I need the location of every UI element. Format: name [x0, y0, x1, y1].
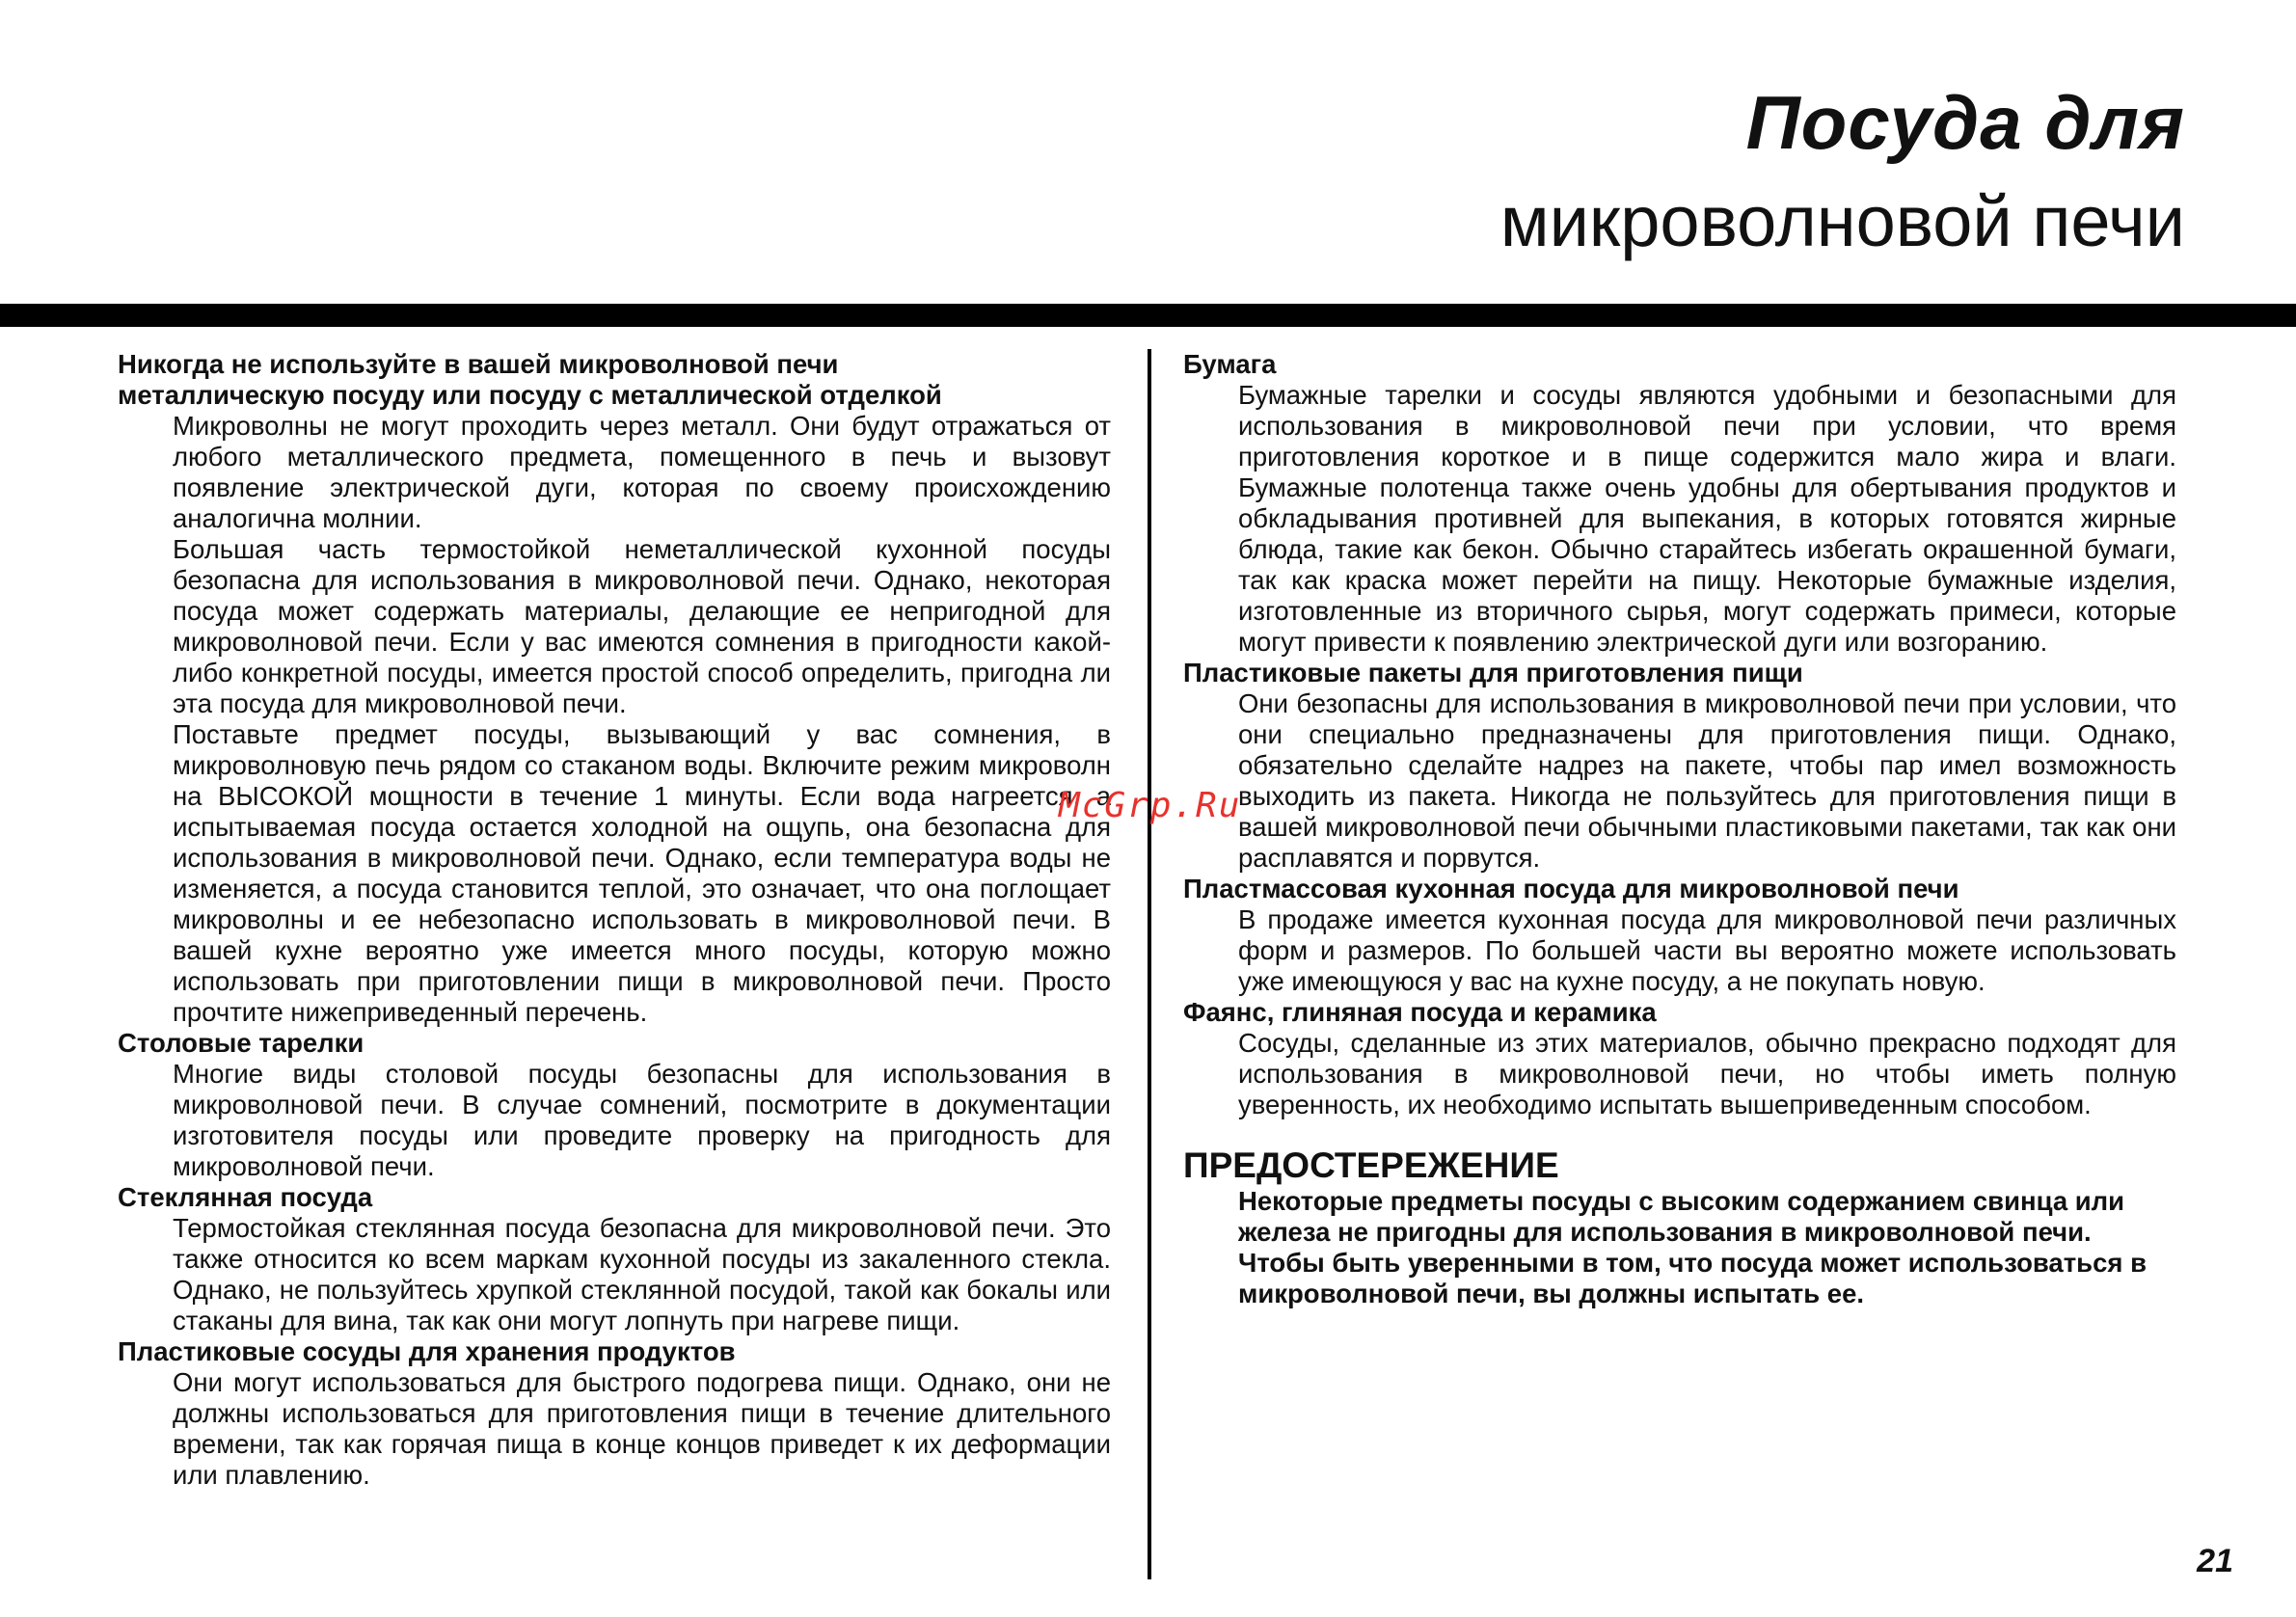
header-rule	[0, 304, 2296, 327]
section-heading-metal-2: металлическую посуду или посуду с металлической отделкой	[118, 380, 942, 410]
section-heading-metal-1: Никогда не используйте в вашей микроволновой печи	[118, 349, 839, 379]
warning-heading: ПРЕДОСТЕРЕЖЕНИЕ	[1183, 1145, 1559, 1185]
paragraph-ceramics: Сосуды, сделанные из этих материалов, обычно прекрасно подходят для использования в микроволновой печи, но чтобы иметь полную уверенность, их необходимо испытать вышеприведенным способом.	[1238, 1028, 2176, 1119]
watermark: McGrp.Ru	[1059, 786, 1242, 825]
paragraph-plastic-bags: Они безопасны для использования в микроволновой печи при условии, что они специально предназначены для приготовления пищи. Однако, обязательно сделайте надрез на пакете, чтобы пар имел возможность выходить из пакета. Никогда не пользуйтесь для приготовления пищи в вашей микроволновой печи обычными пластиковыми пакетами, так как они расплавятся и порвутся.	[1238, 688, 2176, 873]
page-subtitle: микроволновой печи	[1499, 181, 2185, 261]
section-heading-paper: Бумага	[1183, 349, 1277, 379]
page-number: 21	[2197, 1543, 2233, 1579]
column-divider	[1148, 349, 1151, 1579]
left-column	[118, 349, 1111, 1491]
section-heading-plastic-cookware: Пластмассовая кухонная посуда для микроволновой печи	[1183, 874, 1959, 903]
paragraph-glass: Термостойкая стеклянная посуда безопасна для микроволновой печи. Это также относится ко всем маркам кухонной посуды из закаленного стекла. Однако, не пользуйтесь хрупкой стеклянной посудой, такой как бокалы или стаканы для вина, так как они могут лопнуть при нагреве пищи.	[173, 1213, 1111, 1335]
paragraph-plastic-cookware: В продаже имеется кухонная посуда для микроволновой печи различных форм и размеров. По большей части вы вероятно можете использовать уже имеющуюся у вас на кухне посуду, а не покупать новую.	[1238, 904, 2176, 996]
paragraph-plates: Многие виды столовой посуды безопасны для использования в микроволновой печи. В случае сомнений, посмотрите в документации изготовителя посуды или проведите проверку на пригодность для микроволновой печи.	[173, 1059, 1111, 1181]
paragraph-paper: Бумажные тарелки и сосуды являются удобными и безопасными для использования в микроволновой печи при условии, что время приготовления короткое и в пище содержится мало жира и влаги. Бумажные полотенца также очень удобны для обертывания продуктов и обкладывания противней для выпекания, в которых готовятся жирные блюда, такие как бекон. Обычно старайтесь избегать окрашенной бумаги, так как краска может перейти на пищу. Некоторые бумажные изделия, изготовленные из вторичного сырья, могут содержать примеси, которые могут привести к появлению электрической дуги или возгоранию.	[1238, 380, 2176, 657]
paragraph-metal-1: Микроволны не могут проходить через металл. Они будут отражаться от любого металлического предмета, помещенного в печь и вызовут появление электрической дуги, которая по своему происхождению аналогична молнии.	[173, 411, 1111, 533]
section-heading-plastic-storage: Пластиковые сосуды для хранения продуктов	[118, 1336, 736, 1366]
section-heading-glass: Стеклянная посуда	[118, 1182, 373, 1212]
warning-paragraph-1: Некоторые предметы посуды с высоким содержанием свинца или железа не пригодны для использования в микроволновой печи.	[1238, 1186, 2125, 1247]
section-heading-ceramics: Фаянс, глиняная посуда и керамика	[1183, 997, 1657, 1027]
right-column	[1183, 349, 2176, 1309]
paragraph-plastic-storage: Они могут использоваться для быстрого подогрева пищи. Однако, они не должны использоваться для приготовления пищи в течение длительного времени, так как горячая пища в конце концов приведет к их деформации или плавлению.	[173, 1367, 1111, 1490]
section-heading-plates: Столовые тарелки	[118, 1028, 365, 1058]
page-title: Посуда для	[1745, 80, 2185, 165]
warning-paragraph-2: Чтобы быть уверенными в том, что посуда может использоваться в микроволновой печи, вы должны испытать ее.	[1238, 1248, 2147, 1308]
paragraph-metal-3: Поставьте предмет посуды, вызывающий у вас сомнения, в микроволновую печь рядом со стаканом воды. Включите режим микроволн на ВЫСОКОЙ мощности в течение 1 минуты. Если вода нагреется, а испытываемая посуда остается холодной на ощупь, она безопасна для использования в микроволновой печи. Однако, если температура воды не изменяется, а посуда становится теплой, это означает, что она поглощает микроволны и ее небезопасно использовать в микроволновой печи. В вашей кухне вероятно уже имеется много посуды, которую можно использовать при приготовлении пищи в микроволновой печи. Просто прочтите нижеприведенный перечень.	[173, 719, 1111, 1027]
section-heading-plastic-bags: Пластиковые пакеты для приготовления пищи	[1183, 658, 1803, 687]
paragraph-metal-2: Большая часть термостойкой неметаллической кухонной посуды безопасна для использования в микроволновой печи. Однако, некоторая посуда может содержать материалы, делающие ее непригодной для микроволновой печи. Если у вас имеются сомнения в пригодности какой-либо конкретной посуды, имеется простой способ определить, пригодна ли эта посуда для микроволновой печи.	[173, 534, 1111, 718]
